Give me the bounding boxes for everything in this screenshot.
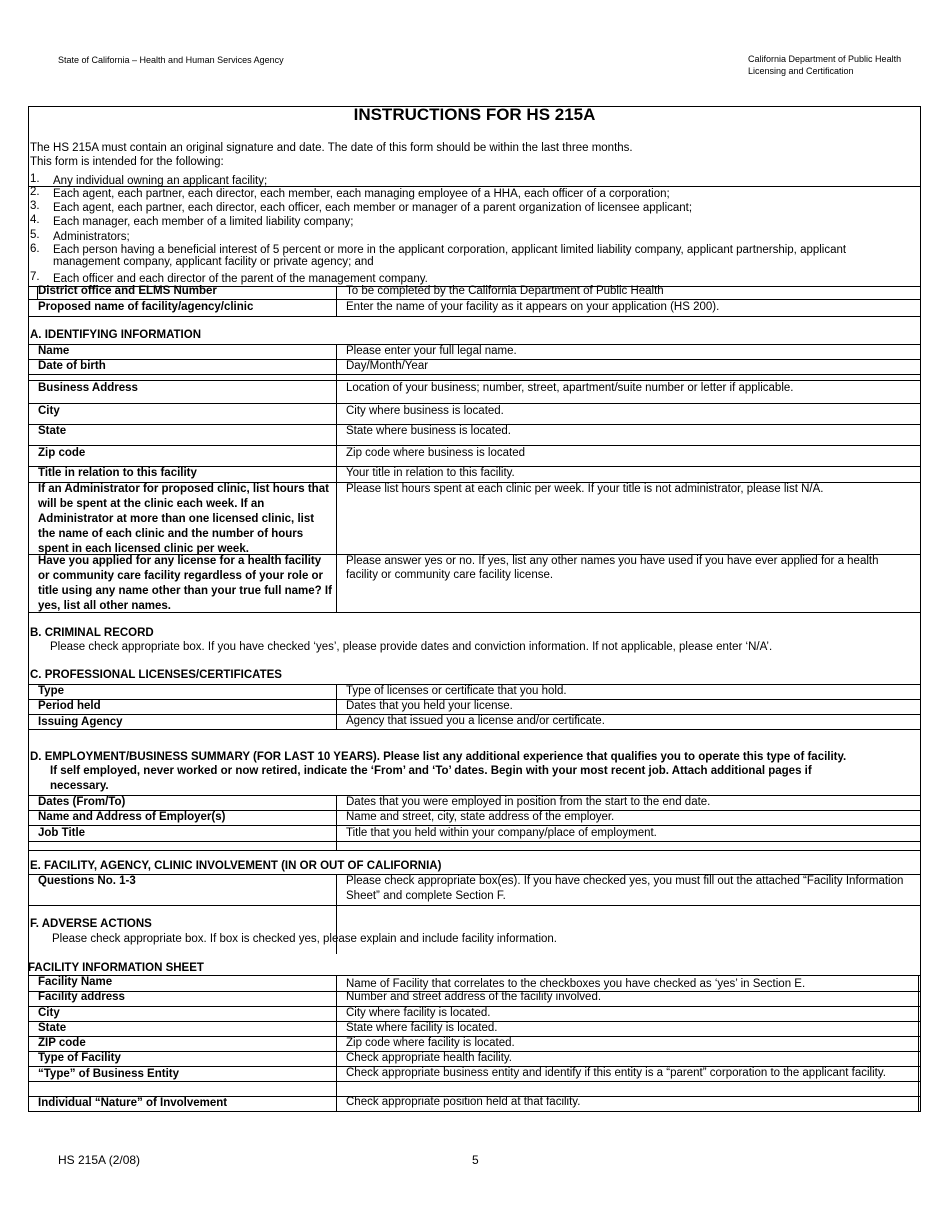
row-label: Facility Name: [38, 976, 113, 988]
list-item: Each officer and each director of the parent of the management company.: [53, 273, 428, 285]
list-item: Any individual owning an applicant facility;: [53, 175, 268, 187]
column-divider: [336, 286, 337, 316]
row-description: Please answer yes or no. If yes, list any other names you have used if you have ever applied for a health facility or community care facility license.: [346, 555, 879, 581]
row-label: If an Administrator for proposed clinic, list hours that will be spent at the clinic each week. If an Administrator at more than one licensed clinic, list the name of each clinic and the number of hours spent in each licensed clinic per week.: [38, 483, 329, 555]
row-label: Name: [38, 345, 70, 357]
row-label: Name and Address of Employer(s): [38, 811, 226, 823]
page-number: 5: [472, 1153, 479, 1167]
list-item: Each manager, each member of a limited liability company;: [53, 216, 354, 228]
row-label: Title in relation to this facility: [38, 467, 197, 479]
row-description: Zip code where business is located: [346, 447, 525, 459]
facility-sheet-heading: FACILITY INFORMATION SHEET: [28, 962, 204, 974]
row-description: Number and street address of the facility involved.: [346, 991, 602, 1003]
row-description: Please enter your full legal name.: [346, 345, 517, 357]
row-label: State: [38, 1022, 67, 1034]
section-a-heading: A. IDENTIFYING INFORMATION: [30, 329, 202, 341]
row-description: Please check appropriate box(es). If you have checked yes, you must fill out the attached “Facility Information Sheet” and complete Section F.: [346, 875, 904, 902]
divider: [28, 850, 921, 851]
divider: [28, 374, 921, 375]
row-label: Type of Facility: [38, 1052, 121, 1064]
section-e-heading: E. FACILITY, AGENCY, CLINIC INVOLVEMENT (IN OR OUT OF CALIFORNIA): [30, 860, 442, 872]
row-description: Dates that you were employed in position from the start to the end date.: [346, 796, 711, 808]
department-header: [748, 53, 901, 77]
row-label: Period held: [38, 700, 101, 712]
list-item: Each agent, each partner, each director, each officer, each member or manager of a parent organization of licensee applicant;: [53, 202, 693, 214]
section-c-heading: C. PROFESSIONAL LICENSES/CERTIFICATES: [30, 669, 282, 681]
row-description: City where facility is located.: [346, 1007, 491, 1019]
row-description: State where business is located.: [346, 425, 511, 437]
row-label: Date of birth: [38, 360, 106, 372]
row-label: Individual “Nature” of Involvement: [38, 1097, 228, 1109]
row-description: Day/Month/Year: [346, 360, 429, 372]
divider: [28, 1081, 921, 1082]
divider: [28, 975, 921, 976]
row-description: Location of your business; number, street, apartment/suite number or letter if applicable.: [346, 382, 794, 394]
row-label: Business Address: [38, 382, 138, 394]
divider: [28, 359, 921, 360]
row-label: Issuing Agency: [38, 716, 123, 728]
row-description: Name of Facility that correlates to the checkboxes you have checked as ‘yes’ in Section E.: [346, 978, 806, 990]
section-f-text: Please check appropriate box. If box is checked yes, please explain and include facility information.: [52, 933, 558, 945]
divider: [28, 841, 921, 842]
department-name: California Department of Public Health: [748, 54, 902, 64]
divider: [28, 905, 921, 906]
column-divider: [336, 975, 337, 1111]
intro-line-2: This form is intended for the following:: [30, 156, 224, 168]
agency-header: State of California – Health and Human Services Agency: [58, 55, 284, 65]
column-divider: [336, 795, 337, 850]
row-description: Name and street, city, state address of the employer.: [346, 811, 615, 823]
list-number: 5.: [30, 229, 40, 241]
list-number: 7.: [30, 271, 40, 283]
section-d-heading-line-3: necessary.: [50, 780, 109, 792]
column-divider: [918, 975, 919, 1111]
row-description: To be completed by the California Department of Public Health: [346, 285, 664, 297]
divider: [28, 729, 921, 730]
row-label: Job Title: [38, 827, 86, 839]
row-description: Check appropriate business entity and identify if this entity is a “parent” corporation to the applicant facility.: [346, 1067, 886, 1079]
section-b-text: Please check appropriate box. If you have checked ‘yes’, please provide dates and conviction information. If not applicable, please enter ‘N/A’.: [50, 641, 773, 653]
list-number: 1.: [30, 173, 40, 185]
row-label: Facility address: [38, 991, 125, 1003]
row-description: Your title in relation to this facility.: [346, 467, 515, 479]
row-label: “Type” of Business Entity: [38, 1068, 180, 1080]
list-number: 6.: [30, 243, 40, 255]
row-label: Have you applied for any license for a health facility or community care facility regardless of your role or title using any name other than your true full name? If yes, list all other names.: [38, 555, 332, 612]
list-item: Each person having a beneficial interest of 5 percent or more in the applicant corporation, applicant limited liability company, applicant partnership, applicant management company, applicant facility or private agency; and: [53, 244, 847, 268]
row-description: City where business is located.: [346, 405, 504, 417]
intro-line-1: The HS 215A must contain an original signature and date. The date of this form should be within the last three months.: [30, 142, 633, 154]
row-description: Title that you held within your company/place of employment.: [346, 827, 657, 839]
row-description: Enter the name of your facility as it appears on your application (HS 200).: [346, 301, 720, 313]
form-number: HS 215A (2/08): [58, 1153, 141, 1167]
row-label: Zip code: [38, 447, 86, 459]
row-description: Zip code where facility is located.: [346, 1037, 515, 1049]
list-item: Each agent, each partner, each director, each member, each managing employee of a HHA, each officer of a corporation;: [53, 188, 670, 200]
row-label: Questions No. 1-3: [38, 875, 136, 887]
column-divider: [336, 684, 337, 729]
row-description: Please list hours spent at each clinic per week. If your title is not administrator, please list N/A.: [346, 483, 824, 495]
row-description: Dates that you held your license.: [346, 700, 513, 712]
row-description: Check appropriate position held at that facility.: [346, 1096, 581, 1108]
row-label: City: [38, 405, 60, 417]
row-label: City: [38, 1007, 60, 1019]
section-d-heading: D. EMPLOYMENT/BUSINESS SUMMARY (FOR LAST 10 YEARS). Please list any additional experience that qualifies you to operate this type of facility.: [30, 751, 847, 763]
row-description: Agency that issued you a license and/or certificate.: [346, 715, 605, 727]
list-number: 3.: [30, 200, 40, 212]
department-division: Licensing and Certification: [748, 66, 854, 76]
row-description: Check appropriate health facility.: [346, 1052, 512, 1064]
row-label: Proposed name of facility/agency/clinic: [38, 301, 254, 313]
row-label: Type: [38, 685, 64, 697]
row-label: State: [38, 425, 67, 437]
row-label: District office and ELMS Number: [38, 285, 217, 297]
section-b-heading: B. CRIMINAL RECORD: [30, 627, 154, 639]
column-divider: [336, 344, 337, 612]
list-item: Administrators;: [53, 231, 130, 243]
row-description: Type of licenses or certificate that you hold.: [346, 685, 567, 697]
row-label: Dates (From/To): [38, 796, 126, 808]
list-number: 4.: [30, 214, 40, 226]
section-d-heading-line-2: If self employed, never worked or now retired, indicate the ‘From’ and ‘To’ dates. Begin with your most recent job. Attach additional pages if: [50, 765, 812, 777]
section-f-heading: F. ADVERSE ACTIONS: [30, 918, 152, 930]
list-number: 2.: [30, 186, 40, 198]
page-title: INSTRUCTIONS FOR HS 215A: [353, 105, 596, 124]
row-description: State where facility is located.: [346, 1022, 498, 1034]
divider: [28, 316, 921, 317]
row-label: ZIP code: [38, 1037, 86, 1049]
